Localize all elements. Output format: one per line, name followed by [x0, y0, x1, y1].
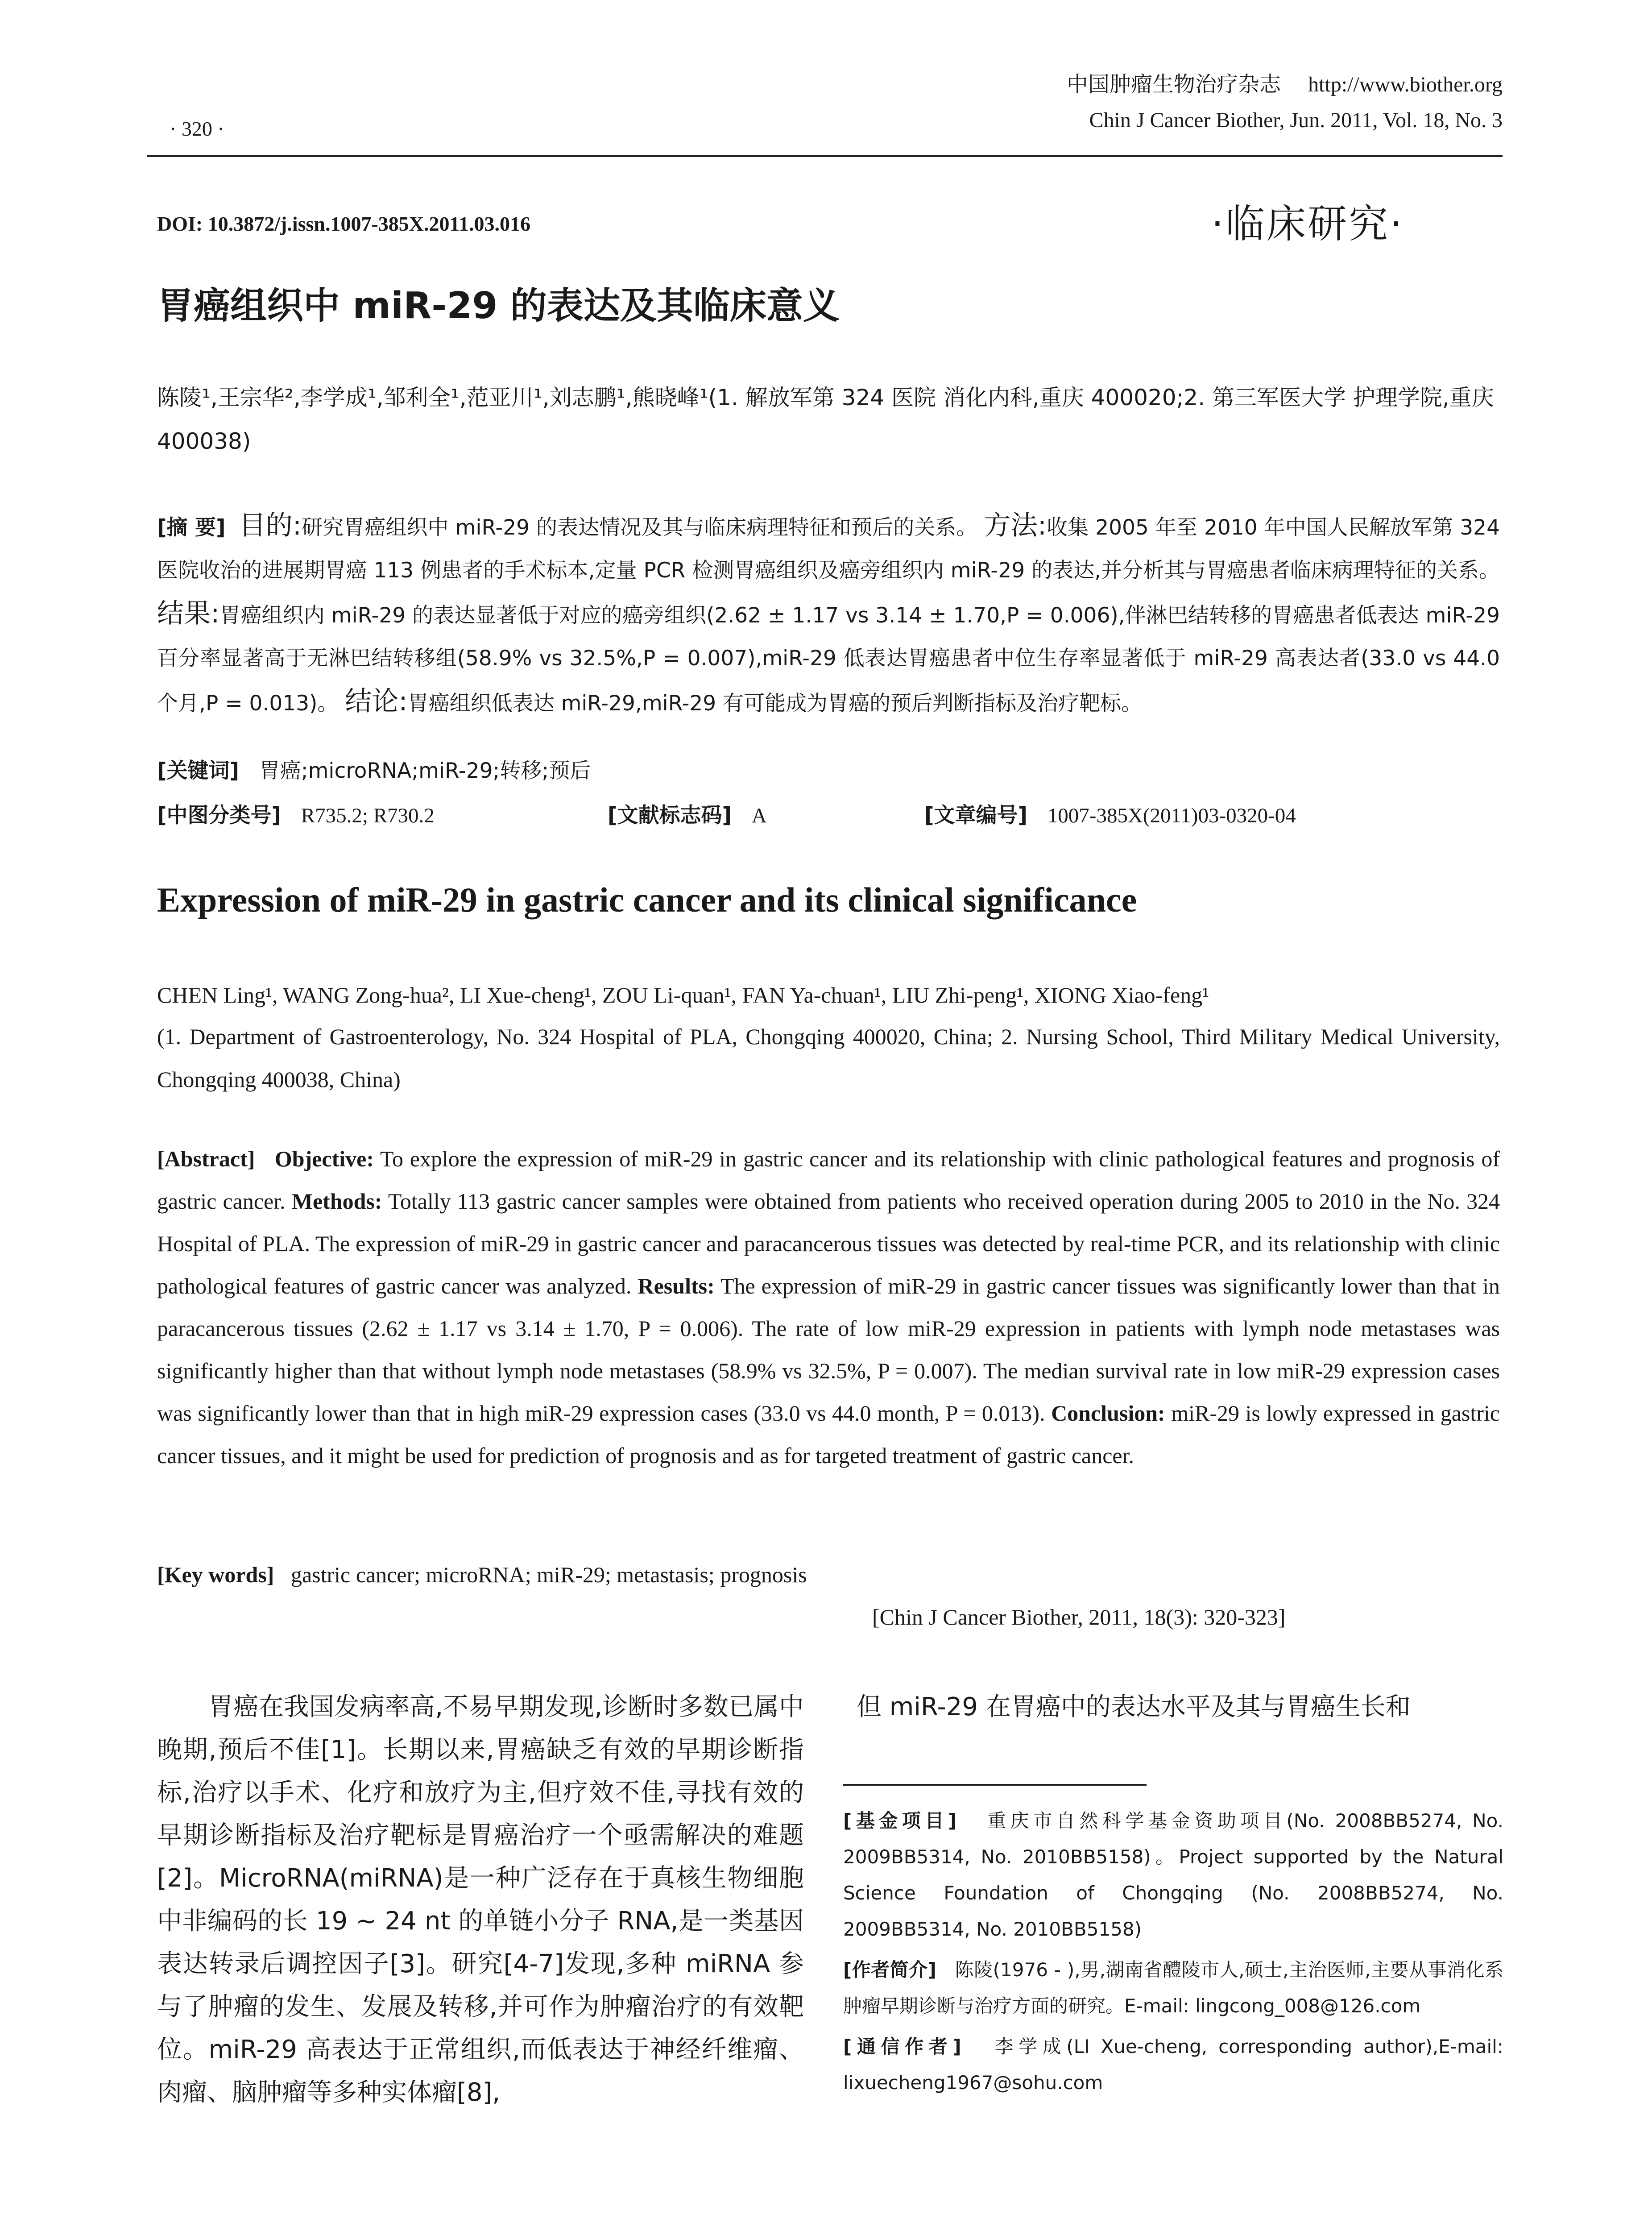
clc-value: R735.2; R730.2 — [301, 804, 435, 827]
page-number: · 320 · — [170, 117, 224, 140]
results-label-cn: 结果: — [157, 598, 220, 629]
article-number-value: 1007-385X(2011)03-0320-04 — [1047, 804, 1296, 827]
results-cn: 胃癌组织内 miR-29 的表达显著低于对应的癌旁组织(2.62 ± 1.17 vs 3.14 ± 1.70,P = 0.006),伴淋巴结转移的胃癌患者低表达 miR-29 百分率显著高于无淋巴结转移组(58.9% vs 32.5%,P = 0.007),miR-29 低表达胃癌患者中位生存率显著低于 miR-29 高表达者(33.0 vs 44.0 个月,P = 0.013)。 — [157, 603, 1500, 716]
body-text-right-column: 但 miR-29 在胃癌中的表达水平及其与胃癌生长和 — [857, 1692, 1411, 1721]
article-number-label: [文章编号] — [924, 803, 1027, 828]
title-cn: 胃癌组织中 miR-29 的表达及其临床意义 — [157, 285, 840, 327]
conclusion-label-cn: 结论: — [345, 686, 408, 717]
conclusion-label-en: Conclusion: — [1051, 1401, 1165, 1426]
abstract-cn-label: [摘 要] — [157, 515, 226, 540]
classification-row — [157, 799, 1500, 829]
footnotes — [843, 1803, 1503, 2105]
keywords-en-label: [Key words] — [157, 1562, 274, 1587]
corresponding-text: 李学成(LI Xue-cheng, corresponding author),E-mail: lixuecheng1967@sohu.com — [843, 2036, 1503, 2094]
keywords-cn — [157, 754, 591, 784]
doi: DOI: 10.3872/j.issn.1007-385X.2011.03.016 — [157, 212, 530, 235]
conclusion-en: miR-29 is lowly expressed in gastric cancer tissues, and it might be used for prediction of prognosis and as for targeted treatment of gastric cancer. — [157, 1401, 1500, 1468]
results-en: The expression of miR-29 in gastric cancer tissues was significantly lower than that in paracancerous tissues (2.62 ± 1.17 vs 3.14 ± 1.70, P = 0.006). The rate of low miR-29 expression in patients with lymph node metastases was significantly higher than that without lymph node metastases (58.9% vs 32.5%, P = 0.007). The median survival rate in low miR-29 expression cases was significantly lower than that in high miR-29 expression cases (33.0 vs 44.0 month, P = 0.013). — [157, 1273, 1500, 1426]
journal-name-cn: 中国肿瘤生物治疗杂志 — [1066, 72, 1281, 97]
objective-label-en: Objective: — [274, 1146, 374, 1171]
fund-text: 重庆市自然科学基金资助项目(No. 2008BB5274, No. 2009BB5314, No. 2010BB5158)。Project supported by the Natural Science Foundation of Chongqing (No. 2008BB5274, No. 2009BB5314, No. 2010BB5158) — [843, 1810, 1503, 1940]
author-bio-label: [作者简介] — [843, 1959, 936, 1981]
methods-label-cn: 方法: — [984, 510, 1047, 541]
keywords-en-text: gastric cancer; microRNA; miR-29; metastasis; prognosis — [290, 1562, 807, 1587]
methods-cn: 收集 2005 年至 2010 年中国人民解放军第 324 医院收治的进展期胃癌 113 例患者的手术标本,定量 PCR 检测胃癌组织及癌旁组织内 miR-29 的表达,并分析其与胃癌患者临床病理特征的关系。 — [157, 515, 1500, 583]
footnote-author — [843, 1952, 1503, 2024]
footnote-corresponding — [843, 2028, 1503, 2101]
keywords-cn-label: [关键词] — [157, 759, 239, 783]
objective-label-cn: 目的: — [239, 510, 302, 541]
abstract-en — [157, 1138, 1500, 1477]
corresponding-label: [通信作者] — [843, 2036, 961, 2057]
authors-cn: 陈陵¹,王宗华²,李学成¹,邹利全¹,范亚川¹,刘志鹏¹,熊晓峰¹(1. 解放军第 324 医院 消化内科,重庆 400020;2. 第三军医大学 护理学院,重庆 400038) — [157, 385, 1494, 454]
abstract-cn — [157, 504, 1500, 725]
running-header-cn — [1067, 67, 1503, 98]
keywords-en — [157, 1562, 807, 1588]
methods-en: Totally 113 gastric cancer samples were obtained from patients who received operation during 2005 to 2010 in the No. 324 Hospital of PLA. The expression of miR-29 in gastric cancer and paracancerous tissues was detected by real-time PCR, and its relationship with clinic pathological features of gastric cancer was analyzed. — [157, 1189, 1500, 1298]
conclusion-cn: 胃癌组织低表达 miR-29,miR-29 有可能成为胃癌的预后判断指标及治疗靶标。 — [407, 691, 1143, 716]
body-text-left-column: 胃癌在我国发病率高,不易早期发现,诊断时多数已属中晚期,预后不佳[1]。长期以来,胃癌缺乏有效的早期诊断指标,治疗以手术、化疗和放疗为主,但疗效不佳,寻找有效的早期诊断指标及治疗靶标是胃癌治疗一个亟需解决的难题[2]。MicroRNA(miRNA)是一种广泛存在于真核生物细胞中非编码的长 19 ~ 24 nt 的单链小分子 RNA,是一类基因表达转录后调控因子[3]。研究[4-7]发现,多种 miRNA 参与了肿瘤的发生、发展及转移,并可作为肿瘤治疗的有效靶位。miR-29 高表达于正常组织,而低表达于神经纤维瘤、肉瘤、脑肿瘤等多种实体瘤[8], — [157, 1692, 804, 2107]
fund-label: [基金项目] — [843, 1810, 957, 1832]
footnote-fund — [843, 1803, 1503, 1947]
abstract-en-label: [Abstract] — [157, 1146, 255, 1171]
author-bio-text: 陈陵(1976 - ),男,湖南省醴陵市人,硕士,主治医师,主要从事消化系肿瘤早期诊断与治疗方面的研究。E-mail: lingcong_008@126.com — [843, 1959, 1503, 2017]
header-rule — [147, 155, 1503, 157]
keywords-cn-text: 胃癌;microRNA;miR-29;转移;预后 — [259, 759, 591, 783]
methods-label-en: Methods: — [291, 1189, 382, 1214]
footnote-rule — [843, 1784, 1147, 1786]
affiliations-en: (1. Department of Gastroenterology, No. 324 Hospital of PLA, Chongqing 400020, China; 2. Nursing School, Third Military Medical University, Chongqing 400038, China) — [157, 1024, 1500, 1092]
clc-label: [中图分类号] — [157, 803, 281, 828]
doc-code-label: [文献标志码] — [608, 803, 732, 828]
journal-name-en: Chin J Cancer Biother, Jun. 2011, Vol. 18, No. 3 — [1089, 108, 1503, 132]
doc-code-value: A — [751, 804, 767, 827]
objective-en: To explore the expression of miR-29 in gastric cancer and its relationship with clinic pathological features and prognosis of gastric cancer. — [157, 1146, 1500, 1214]
journal-url: http://www.biother.org — [1308, 73, 1503, 96]
objective-cn: 研究胃癌组织中 miR-29 的表达情况及其与临床病理特征和预后的关系。 — [302, 515, 977, 540]
authors-en: CHEN Ling¹, WANG Zong-hua², LI Xue-cheng¹, ZOU Li-quan¹, FAN Ya-chuan¹, LIU Zhi-peng¹, XIONG Xiao-feng¹ — [157, 983, 1209, 1008]
section-tag: ·临床研究· — [1211, 201, 1404, 247]
citation: [Chin J Cancer Biother, 2011, 18(3): 320-323] — [872, 1605, 1286, 1630]
results-label-en: Results: — [638, 1273, 715, 1298]
title-en: Expression of miR-29 in gastric cancer and its clinical significance — [157, 880, 1137, 919]
